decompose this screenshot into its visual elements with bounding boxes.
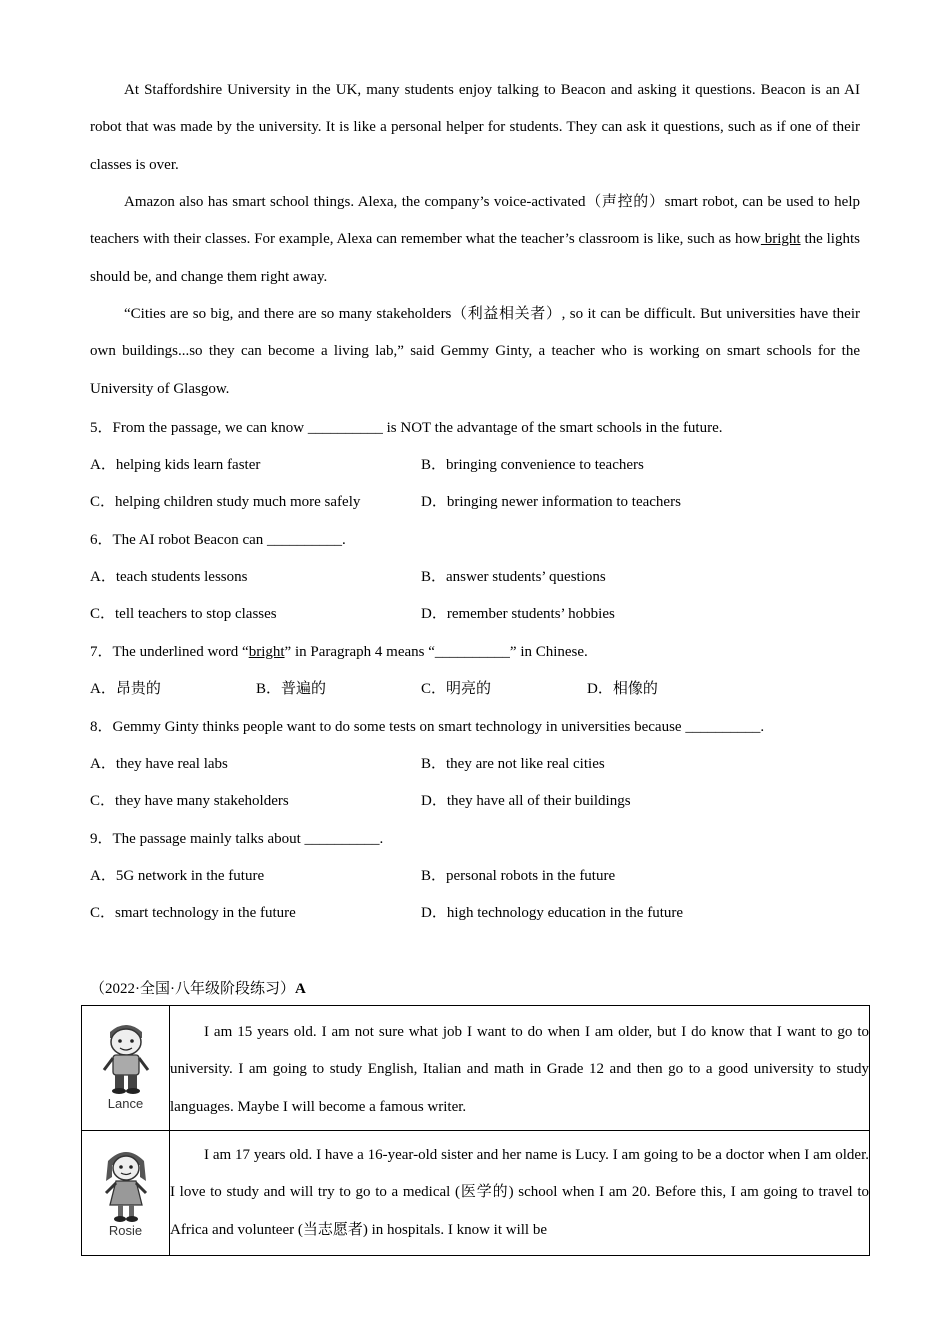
question-8-option-b: B．they are not like real cities	[421, 756, 605, 772]
question-8-option-a: A．they have real labs	[90, 756, 228, 772]
boy-figure-icon	[96, 1020, 156, 1096]
profiles-table	[81, 1005, 870, 1256]
question-8-option-c: C．they have many stakeholders	[90, 793, 289, 809]
profile-text-rosie: I am 17 years old. I have a 16-year-old sister and her name is Lucy. I am going to be a doctor when I am older. I love to study and will try to go to a medical (医学的) school when I am 20. Before this, I am going to travel to Africa and volunteer (当志愿者) in hospitals. I know it will be	[170, 1131, 870, 1256]
question-9-stem: 9．The passage mainly talks about __________.	[90, 831, 384, 847]
question-7-stem: 7．The underlined word “bright” in Paragraph 4 means “__________” in Chinese.	[90, 644, 588, 660]
question-5-option-b: B．bringing convenience to teachers	[421, 457, 644, 473]
question-7-option-a: A．昂贵的	[90, 681, 161, 697]
question-5-option-a: A．helping kids learn faster	[90, 457, 261, 473]
question-7-option-d: D．相像的	[587, 681, 658, 697]
paragraph-ginty: “Cities are so big, and there are so many stakeholders（利益相关者）, so it can be difficult. But universities have their own buildings...so they can become a living lab,” said Gemmy Ginty, a teacher who is working on smart schools for the University of Glasgow.	[90, 306, 860, 397]
figure-label-lance: Lance	[107, 1096, 144, 1111]
question-9-option-a: A．5G network in the future	[90, 868, 265, 884]
question-5-option-d: D．bringing newer information to teachers	[421, 494, 681, 510]
profile-text-lance: I am 15 years old. I am not sure what job I want to do when I am older, but I do know that I want to go to university. I am going to study English, Italian and math in Grade 12 and then go to a good university to study languages. Maybe I will become a famous writer.	[170, 1006, 870, 1131]
question-6-option-d: D．remember students’ hobbies	[421, 606, 615, 622]
girl-figure-icon	[96, 1145, 156, 1225]
avatar-cell-lance	[82, 1006, 170, 1131]
question-7-option-c: C．明亮的	[421, 681, 492, 697]
paragraph-beacon: At Staffordshire University in the UK, many students enjoy talking to Beacon and asking it questions. Beacon is an AI robot that was made by the university. It is like a personal helper for students. They can ask it questions, such as if one of their classes is over.	[90, 82, 860, 173]
table-row	[82, 1006, 870, 1131]
question-8-stem: 8．Gemmy Ginty thinks people want to do some tests on smart technology in universities because __________.	[90, 719, 765, 735]
section-source: （2022·全国·八年级阶段练习）A	[90, 981, 306, 997]
underlined-word-bright: bright	[760, 231, 801, 248]
question-9-option-c: C．smart technology in the future	[90, 905, 296, 921]
question-7-option-b: B．普遍的	[256, 681, 327, 697]
question-9-option-b: B．personal robots in the future	[421, 868, 616, 884]
question-5-option-c: C．helping children study much more safely	[90, 494, 361, 510]
question-6-option-b: B．answer students’ questions	[421, 569, 606, 585]
question-6-option-c: C．tell teachers to stop classes	[90, 606, 277, 622]
question-5-stem: 5．From the passage, we can know __________ is NOT the advantage of the smart schools in the future.	[90, 420, 723, 436]
question-8-option-d: D．they have all of their buildings	[421, 793, 631, 809]
question-9-option-d: D．high technology education in the future	[421, 905, 684, 921]
table-row	[82, 1131, 870, 1256]
figure-label-rosie: Rosie	[108, 1223, 143, 1238]
avatar-cell-rosie	[82, 1131, 170, 1256]
question-6-stem: 6．The AI robot Beacon can __________.	[90, 532, 346, 548]
paragraph-alexa: Amazon also has smart school things. Alexa, the company’s voice-activated（声控的）smart robot, can be used to help teachers with their classes. For example, Alexa can remember what the teacher’s classroom is like, such as how bright the lights should be, and change them right away.	[90, 194, 860, 285]
question-6-option-a: A．teach students lessons	[90, 569, 248, 585]
